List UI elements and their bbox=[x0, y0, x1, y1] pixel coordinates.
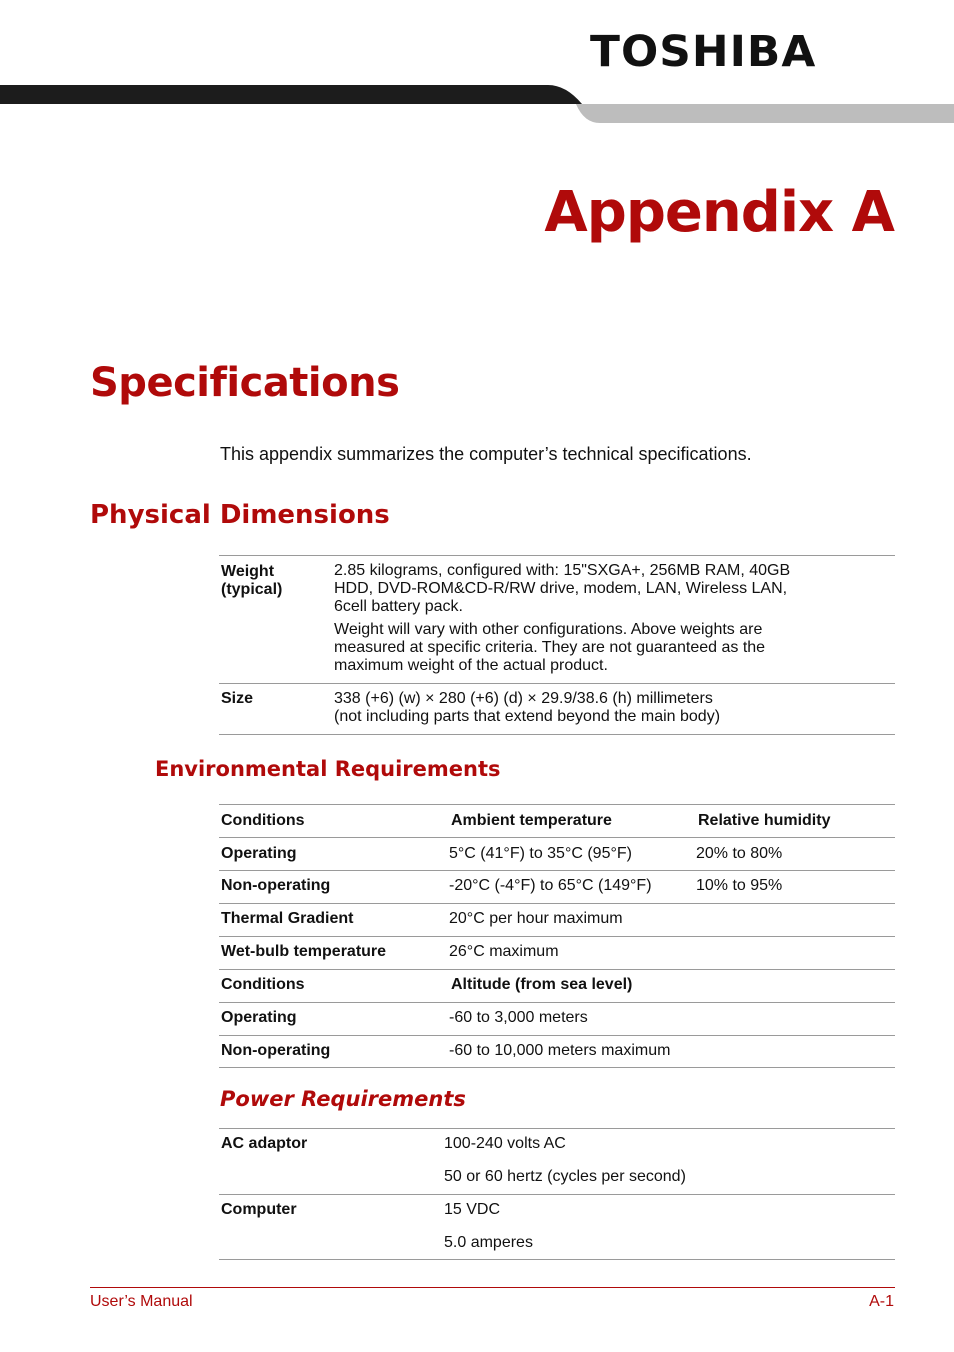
weight-label-sub: (typical) bbox=[221, 581, 283, 598]
env-row-value: -60 to 10,000 meters maximum bbox=[449, 1042, 671, 1059]
size-label: Size bbox=[221, 690, 254, 707]
table-rule bbox=[219, 1035, 895, 1036]
env-row-value: -60 to 3,000 meters bbox=[449, 1009, 588, 1026]
physical-dimensions-heading: Physical Dimensions bbox=[90, 500, 390, 530]
weight-label: Weight bbox=[221, 563, 275, 580]
env-row-label: Operating bbox=[221, 845, 297, 862]
weight-note-line-2: measured at specific criteria. They are not guaranteed as the bbox=[334, 639, 766, 656]
table-rule bbox=[219, 734, 895, 735]
env-row-label: Non-operating bbox=[221, 877, 331, 894]
env-row-value: 20°C per hour maximum bbox=[449, 910, 623, 927]
size-text-line-1: 338 (+6) (w) × 280 (+6) (d) × 29.9/38.6 (h) millimeters bbox=[334, 690, 713, 707]
ac-adaptor-label: AC adaptor bbox=[221, 1135, 308, 1152]
header-band bbox=[0, 80, 954, 125]
table-rule bbox=[219, 837, 895, 838]
weight-text-line-2: HDD, DVD-ROM&CD-R/RW drive, modem, LAN, Wireless LAN, bbox=[334, 580, 788, 597]
table-rule bbox=[219, 683, 895, 684]
ac-adaptor-value-2: 50 or 60 hertz (cycles per second) bbox=[444, 1168, 686, 1185]
environmental-heading: Environmental Requirements bbox=[155, 757, 501, 781]
env-row-label: Operating bbox=[221, 1009, 297, 1026]
env-row-value: -20°C (-4°F) to 65°C (149°F) bbox=[449, 877, 652, 894]
weight-note-line-1: Weight will vary with other configurations. Above weights are bbox=[334, 621, 763, 638]
env-header-conditions: Conditions bbox=[221, 812, 305, 829]
env-row-label: Wet-bulb temperature bbox=[221, 943, 387, 960]
table-rule bbox=[219, 1128, 895, 1129]
table-rule bbox=[219, 1067, 895, 1068]
table-rule bbox=[219, 903, 895, 904]
computer-value-2: 5.0 amperes bbox=[444, 1234, 533, 1251]
env-row-value: 26°C maximum bbox=[449, 943, 559, 960]
brand-logo: TOSHIBA bbox=[590, 27, 817, 77]
weight-text-line-3: 6cell battery pack. bbox=[334, 598, 463, 615]
env-subheader-conditions: Conditions bbox=[221, 976, 305, 993]
section-title: Specifications bbox=[90, 360, 400, 406]
footer-page-number: A-1 bbox=[869, 1293, 894, 1310]
weight-note-line-3: maximum weight of the actual product. bbox=[334, 657, 608, 674]
env-row-value: 20% to 80% bbox=[696, 845, 783, 862]
footer-rule bbox=[90, 1287, 895, 1288]
intro-text: This appendix summarizes the computer’s technical specifications. bbox=[220, 444, 752, 464]
footer-manual: User’s Manual bbox=[90, 1293, 193, 1310]
size-text-line-2: (not including parts that extend beyond the main body) bbox=[334, 708, 721, 725]
power-heading: Power Requirements bbox=[220, 1087, 466, 1111]
env-header-humidity: Relative humidity bbox=[698, 812, 831, 829]
table-rule bbox=[219, 804, 895, 805]
computer-label: Computer bbox=[221, 1201, 297, 1218]
table-rule bbox=[219, 1259, 895, 1260]
env-row-value: 5°C (41°F) to 35°C (95°F) bbox=[449, 845, 632, 862]
table-rule bbox=[219, 969, 895, 970]
table-rule bbox=[219, 870, 895, 871]
table-rule bbox=[219, 936, 895, 937]
computer-value-1: 15 VDC bbox=[444, 1201, 501, 1218]
table-rule bbox=[219, 555, 895, 556]
env-header-ambient: Ambient temperature bbox=[451, 812, 612, 829]
weight-text-line-1: 2.85 kilograms, configured with: 15"SXGA+, 256MB RAM, 40GB bbox=[334, 562, 791, 579]
ac-adaptor-value-1: 100-240 volts AC bbox=[444, 1135, 566, 1152]
table-rule bbox=[219, 1194, 895, 1195]
env-row-label: Non-operating bbox=[221, 1042, 331, 1059]
appendix-title: Appendix A bbox=[544, 180, 894, 245]
env-row-value: 10% to 95% bbox=[696, 877, 783, 894]
env-subheader-altitude: Altitude (from sea level) bbox=[451, 976, 633, 993]
table-rule bbox=[219, 1002, 895, 1003]
env-row-label: Thermal Gradient bbox=[221, 910, 354, 927]
